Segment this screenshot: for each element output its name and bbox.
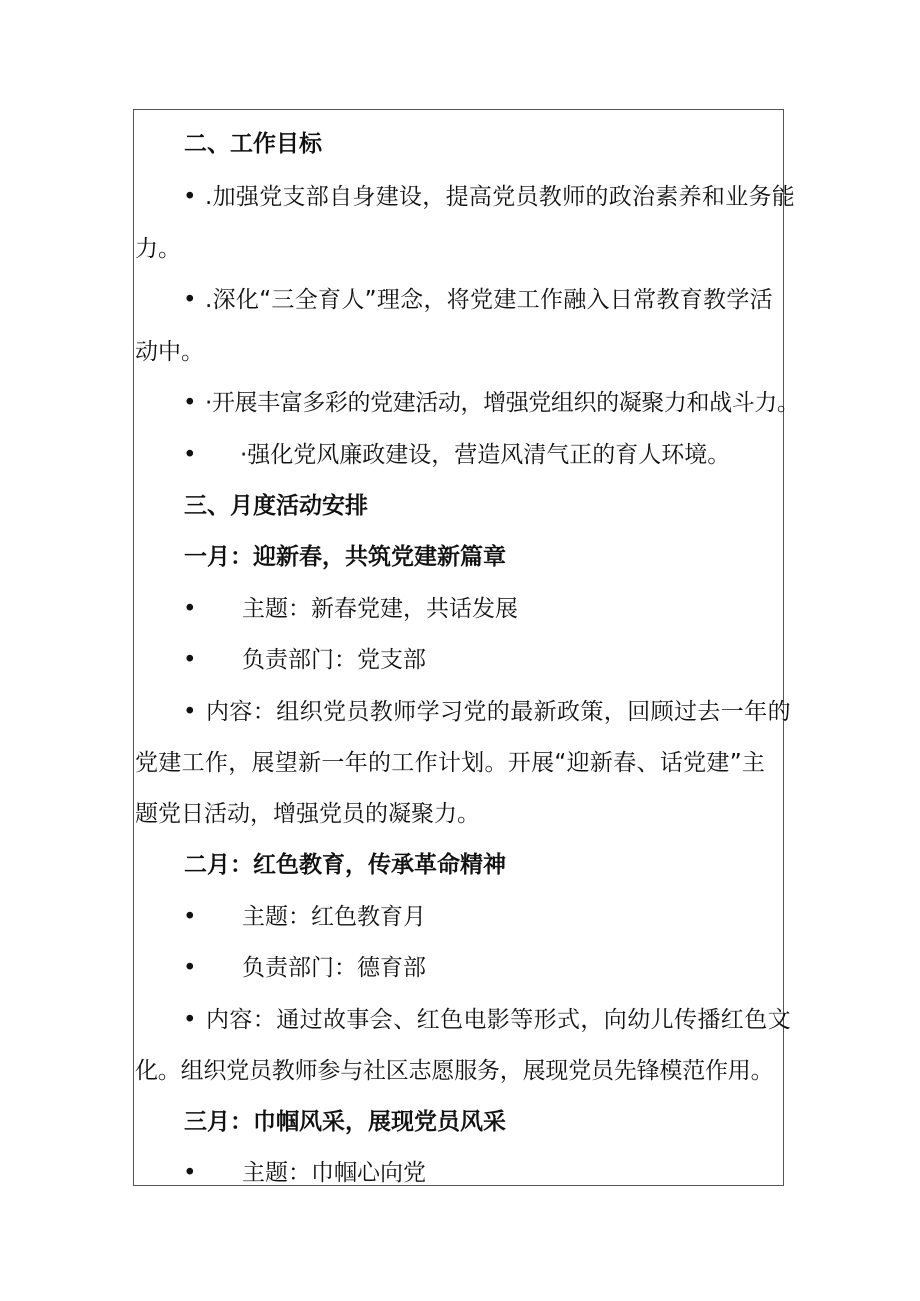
bullet-marker: •	[183, 596, 197, 622]
bullet-marker: •	[183, 955, 197, 981]
bullet-marker: •	[183, 390, 197, 416]
month-theme-january: 主题：新春党建，共话发展	[242, 596, 518, 622]
month-title-february: 二月：红色教育，传承革命精神	[184, 852, 506, 878]
month-dept-january: 负责部门：党支部	[242, 647, 426, 673]
month-content-february-line-1: 内容：通过故事会、红色电影等形式，向幼儿传播红色文	[206, 1007, 791, 1033]
bullet-marker: •	[183, 699, 197, 725]
bullet-marker: •	[183, 647, 197, 673]
bullet-marker: •	[183, 287, 197, 313]
month-content-january-line-3: 题党日活动，增强党员的凝聚力。	[135, 801, 480, 827]
month-content-january-line-1: 内容：组织党员教师学习党的最新政策，回顾过去一年的	[206, 699, 791, 725]
bullet-marker: •	[183, 442, 197, 468]
month-content-february-line-2: 化。组织党员教师参与社区志愿服务，展现党员先锋模范作用。	[135, 1058, 774, 1084]
goal-3-line-1: ·开展丰富多彩的党建活动，增强党组织的凝聚力和战斗力。	[205, 390, 800, 416]
bullet-marker: •	[183, 184, 197, 210]
month-content-january-line-2: 党建工作，展望新一年的工作计划。开展“迎新春、话党建”主	[135, 750, 766, 776]
section-heading-goals: 二、工作目标	[184, 131, 322, 157]
month-theme-march: 主题：巾帼心向党	[242, 1160, 426, 1186]
month-dept-february: 负责部门：德育部	[242, 955, 426, 981]
bullet-marker: •	[183, 1007, 197, 1033]
month-title-january: 一月：迎新春，共筑党建新篇章	[184, 544, 506, 570]
goal-1-line-2: 力。	[135, 236, 181, 262]
bullet-marker: •	[183, 1160, 197, 1186]
goal-4-line-1: ·强化党风廉政建设，营造风清气正的育人环境。	[240, 442, 731, 468]
bullet-marker: •	[183, 904, 197, 930]
goal-2-line-1: .深化“三全育人”理念，将党建工作融入日常教育教学活	[205, 287, 773, 313]
goal-2-line-2: 动中。	[135, 339, 204, 365]
month-title-march: 三月：巾帼风采，展现党员风采	[184, 1109, 506, 1135]
goal-1-line-1: .加强党支部自身建设，提高党员教师的政治素养和业务能	[205, 184, 796, 210]
month-theme-february: 主题：红色教育月	[242, 904, 426, 930]
section-heading-schedule: 三、月度活动安排	[184, 493, 368, 519]
